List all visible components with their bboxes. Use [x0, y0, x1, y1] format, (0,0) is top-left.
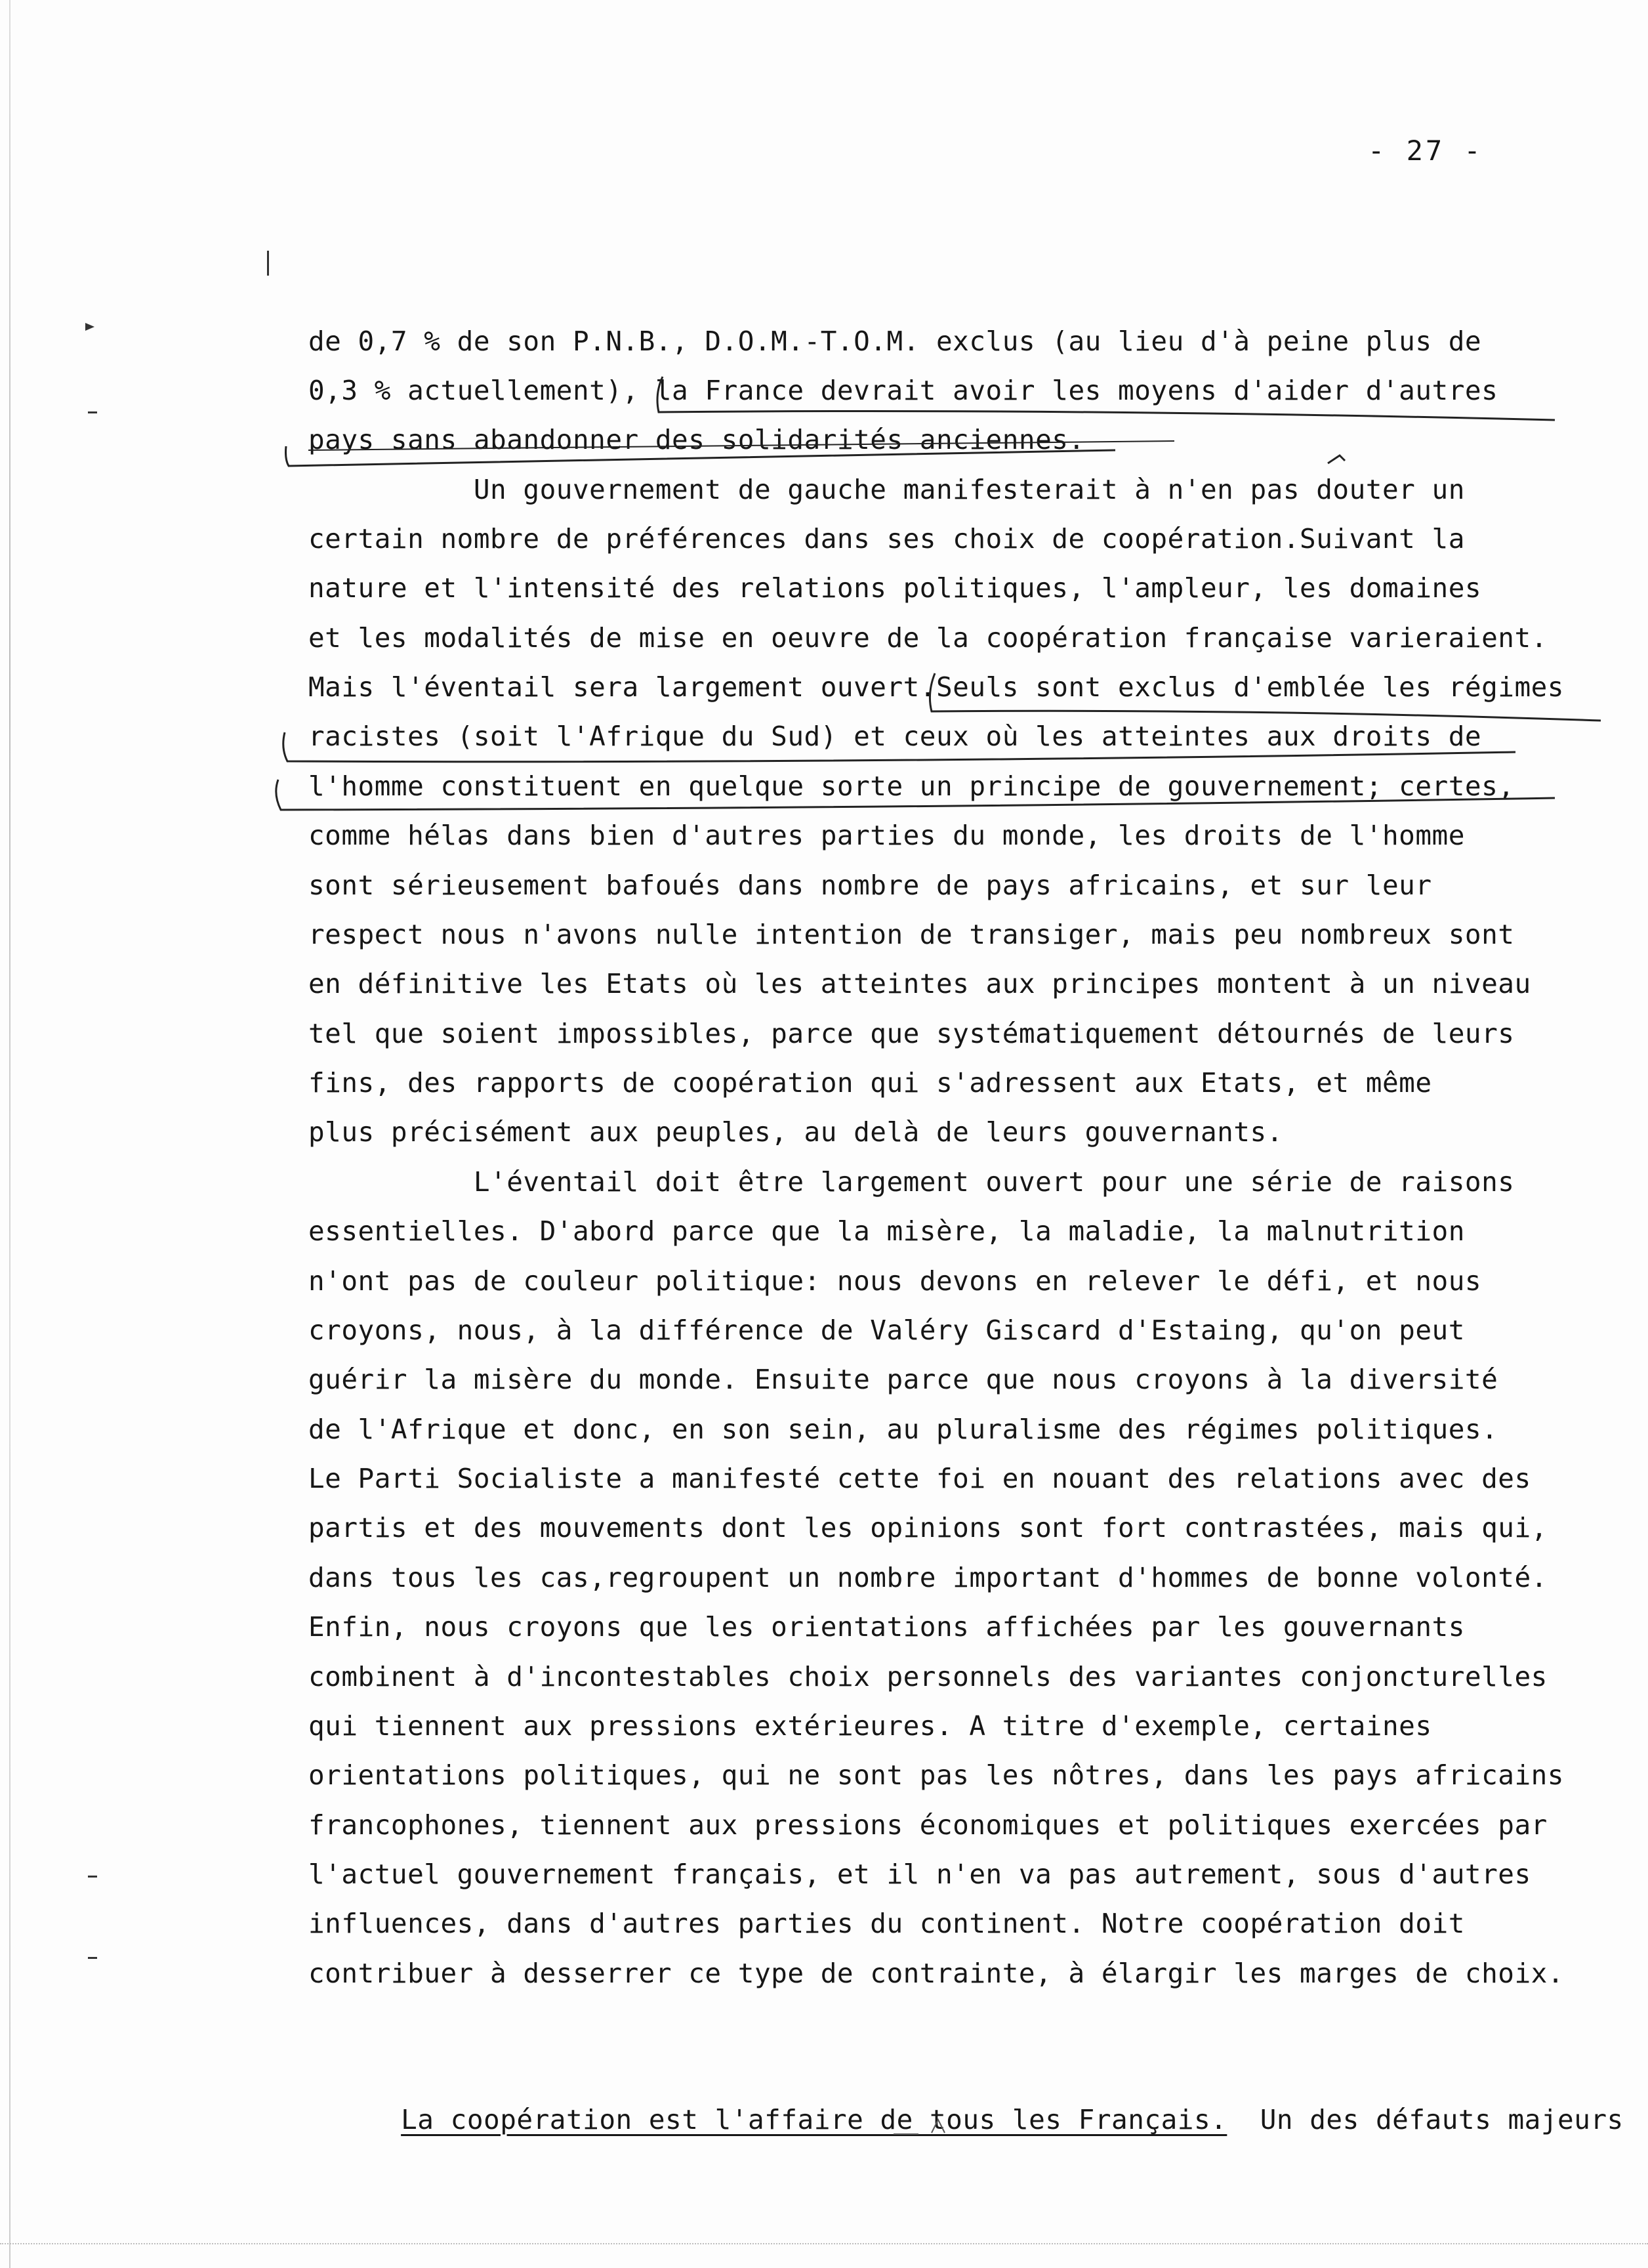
scan-bottom-edge: [0, 2243, 1648, 2250]
margin-tick: [267, 251, 269, 276]
text-line: guérir la misère du monde. Ensuite parce que nous croyons à la diversité: [308, 1364, 1498, 1395]
text-line: de 0,7 % de son P.N.B., D.O.M.-T.O.M. exclus (au lieu d'à peine plus de: [308, 326, 1482, 357]
text-line: certain nombre de préférences dans ses choix de coopération.Suivant la: [308, 523, 1465, 555]
text-line: l'homme constituent en quelque sorte un principe de gouvernement; certes,: [308, 770, 1515, 802]
text-line: contribuer à desserrer ce type de contrainte, à élargir les marges de choix.: [308, 1958, 1564, 1989]
text-line: respect nous n'avons nulle intention de transiger, mais peu nombreux sont: [308, 919, 1515, 950]
text-line: 0,3 % actuellement), la France devrait avoir les moyens d'aider d'autres: [308, 375, 1498, 406]
margin-dash: [88, 411, 97, 413]
text-line: essentielles. D'abord parce que la misère, la maladie, la malnutrition: [308, 1215, 1465, 1247]
text-line: tel que soient impossibles, parce que systématiquement détournés de leurs: [308, 1018, 1515, 1049]
text-line: partis et des mouvements dont les opinions sont fort contrastées, mais qui,: [308, 1512, 1548, 1544]
text-line: francophones, tiennent aux pressions économiques et politiques exercées par: [308, 1809, 1548, 1841]
text-line: plus précisément aux peuples, au delà de leurs gouvernants.: [308, 1116, 1283, 1148]
section-heading-line: [302, 2072, 1624, 2167]
text-line: de l'Afrique et donc, en son sein, au pluralisme des régimes politiques.: [308, 1414, 1498, 1445]
text-line: Mais l'éventail sera largement ouvert.Seuls sont exclus d'emblée les régimes: [308, 671, 1564, 703]
text-line: qui tiennent aux pressions extérieures. A titre d'exemple, certaines: [308, 1710, 1432, 1742]
margin-dash: [88, 1957, 97, 1959]
text-line: racistes (soit l'Afrique du Sud) et ceux où les atteintes aux droits de: [308, 721, 1482, 752]
text-line: influences, dans d'autres parties du continent. Notre coopération doit: [308, 1908, 1465, 1939]
text-line: fins, des rapports de coopération qui s'adressent aux Etats, et même: [308, 1067, 1432, 1099]
scan-edge: [9, 0, 10, 2268]
page-number: - 27 -: [1368, 135, 1483, 167]
text-line: Enfin, nous croyons que les orientations affichées par les gouvernants: [308, 1611, 1465, 1643]
text-line: L'éventail doit être largement ouvert pour une série de raisons: [308, 1166, 1515, 1198]
pen-mark: [1325, 452, 1351, 467]
margin-dash: [88, 1876, 97, 1878]
section-heading: La coopération est l'affaire de tous les Français.: [401, 2104, 1227, 2135]
text-line: Le Parti Socialiste a manifesté cette foi en nouant des relations avec des: [308, 1463, 1531, 1494]
text-line: l'actuel gouvernement français, et il n'en va pas autrement, sous d'autres: [308, 1858, 1531, 1890]
text-line: dans tous les cas,regroupent un nombre important d'hommes de bonne volonté.: [308, 1562, 1548, 1593]
text-line: pays sans abandonner des solidarités anciennes.: [308, 424, 1085, 455]
text-line: orientations politiques, qui ne sont pas les nôtres, dans les pays africains: [308, 1759, 1564, 1791]
text-line: sont sérieusement bafoués dans nombre de pays africains, et sur leur: [308, 870, 1432, 901]
section-heading-continuation: Un des défauts majeurs: [1227, 2104, 1624, 2135]
text-line: comme hélas dans bien d'autres parties du monde, les droits de l'homme: [308, 820, 1465, 851]
text-line: nature et l'intensité des relations politiques, l'ampleur, les domaines: [308, 572, 1482, 604]
text-line: en définitive les Etats où les atteintes aux principes montent à un niveau: [308, 968, 1531, 999]
text-line: Un gouvernement de gauche manifesterait à n'en pas douter un: [308, 474, 1465, 505]
text-line: et les modalités de mise en oeuvre de la coopération française varieraient.: [308, 622, 1548, 654]
text-line: croyons, nous, à la différence de Valéry Giscard d'Estaing, qu'on peut: [308, 1314, 1465, 1346]
text-line: n'ont pas de couleur politique: nous devons en relever le défi, et nous: [308, 1265, 1482, 1297]
text-line: combinent à d'incontestables choix personnels des variantes conjoncturelles: [308, 1661, 1548, 1692]
margin-arrow-mark: [85, 323, 94, 331]
